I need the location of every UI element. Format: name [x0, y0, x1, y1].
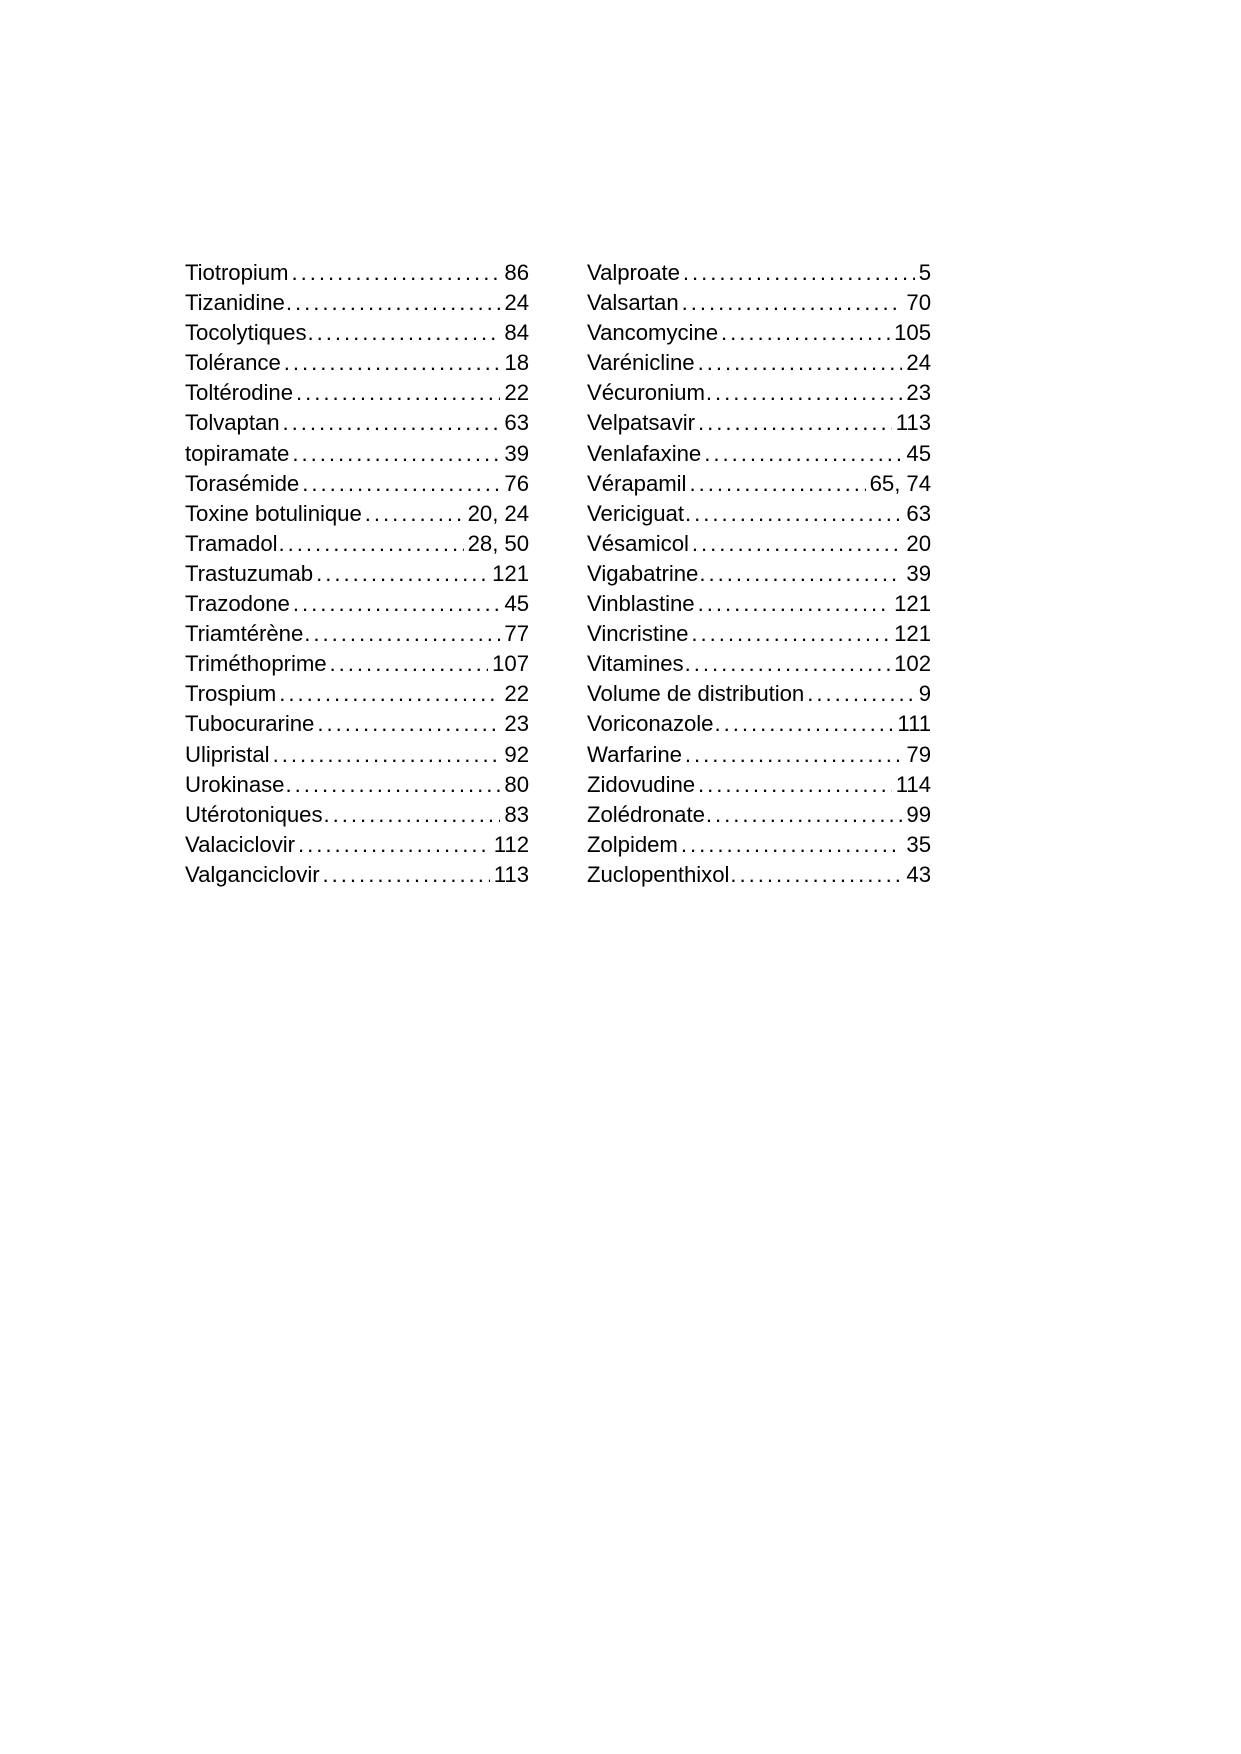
index-entry-label: Vericiguat [587, 500, 684, 526]
index-entry-leader-dots [706, 378, 903, 408]
index-entry-label: Valsartan [587, 290, 679, 316]
index-entry-page-number: 20 [906, 530, 931, 556]
index-entry-page-number: 20, 24 [467, 500, 529, 526]
index-entry-page-number: 63 [906, 500, 931, 526]
index-entry-label: Vésamicol [587, 530, 689, 556]
index-entry-page-number: 79 [906, 741, 931, 767]
index-entry[interactable] [587, 348, 931, 378]
index-entry-leader-dots [681, 830, 903, 860]
index-entry-leader-dots [304, 619, 500, 649]
index-entry-page-number: 92 [504, 741, 529, 767]
index-entry[interactable] [185, 770, 529, 800]
index-entry-leader-dots [692, 529, 903, 559]
index-entry-label: Warfarine [587, 741, 682, 767]
index-entry-leader-dots [698, 589, 891, 619]
index-entry-label: Vigabatrine [587, 560, 699, 586]
index-entry-label: Vancomycine [587, 320, 718, 346]
index-entry-page-number: 63 [504, 410, 529, 436]
index-entry-label: Trospium [185, 681, 277, 707]
index-entry[interactable] [185, 740, 529, 770]
index-entry-page-number: 80 [504, 771, 529, 797]
index-right-column [587, 258, 931, 890]
index-entry[interactable] [185, 378, 529, 408]
index-entry-page-number: 99 [906, 801, 931, 827]
index-entry-page-number: 113 [895, 410, 931, 436]
index-entry-leader-dots [279, 529, 464, 559]
index-entry-leader-dots [324, 800, 501, 830]
index-entry-label: Zidovudine [587, 771, 696, 797]
index-entry-page-number: 22 [504, 681, 529, 707]
index-left-column [185, 258, 529, 890]
index-entry[interactable] [185, 499, 529, 529]
index-entry-page-number: 5 [918, 260, 931, 285]
index-entry[interactable] [185, 830, 529, 860]
index-entry[interactable] [587, 589, 931, 619]
index-entry-page-number: 76 [504, 470, 529, 496]
index-entry-leader-dots [286, 288, 501, 318]
index-entry[interactable] [587, 439, 931, 469]
index-entry-leader-dots [721, 318, 890, 348]
index-entry-page-number: 39 [504, 440, 529, 466]
index-entry-page-number: 24 [906, 350, 931, 376]
index-entry-leader-dots [698, 770, 892, 800]
index-entry-label: Vérapamil [587, 470, 687, 496]
index-entry-label: Ulipristal [185, 741, 270, 767]
index-entry-leader-dots [689, 469, 865, 499]
index-entry-leader-dots [279, 679, 500, 709]
index-entry[interactable] [185, 649, 529, 679]
index-entry-label: Venlafaxine [587, 440, 702, 466]
index-entry-label: Valproate [587, 260, 680, 285]
index-entry-page-number: 77 [504, 621, 529, 647]
index-entry-page-number: 102 [894, 651, 931, 677]
index-entry-label: Zolpidem [587, 831, 678, 857]
index-entry[interactable] [587, 499, 931, 529]
index-entry[interactable] [185, 679, 529, 709]
index-entry-leader-dots [273, 740, 501, 770]
index-entry-leader-dots [330, 649, 489, 679]
index-entry-label: Vinblastine [587, 591, 695, 617]
index-entry-leader-dots [283, 408, 501, 438]
index-entry-leader-dots [293, 589, 501, 619]
index-entry-label: Toltérodine [185, 380, 293, 406]
index-entry-label: Valganciclovir [185, 861, 320, 887]
index-entry-label: Tolvaptan [185, 410, 280, 436]
index-entry[interactable] [185, 288, 529, 318]
index-entry-leader-dots [807, 679, 914, 709]
index-entry-label: Urokinase [185, 771, 285, 797]
index-entry-label: Vincristine [587, 621, 689, 647]
index-entry-page-number: 9 [918, 681, 931, 707]
index-entry-label: Tocolytiques [185, 320, 307, 346]
index-entry-page-number: 45 [906, 440, 931, 466]
index-entry-page-number: 22 [504, 380, 529, 406]
index-entry-page-number: 113 [493, 861, 529, 887]
index-entry[interactable] [587, 288, 931, 318]
index-entry[interactable] [587, 408, 931, 438]
index-entry-leader-dots [691, 619, 890, 649]
index-entry-page-number: 107 [492, 651, 529, 677]
index-entry[interactable] [587, 830, 931, 860]
index-entry-page-number: 24 [504, 290, 529, 316]
index-entry[interactable] [587, 649, 931, 679]
index-entry-page-number: 39 [906, 560, 931, 586]
index-entry-label: Vitamines [587, 651, 684, 677]
index-entry-leader-dots [284, 348, 501, 378]
index-entry-leader-dots [704, 439, 902, 469]
index-entry-page-number: 121 [894, 591, 931, 617]
index-entry[interactable] [185, 559, 529, 589]
index-entry-leader-dots [296, 378, 500, 408]
index-entry-label: Voriconazole [587, 711, 714, 737]
index-entry-label: Tramadol [185, 530, 278, 556]
index-columns-container [185, 258, 930, 890]
index-entry[interactable] [587, 770, 931, 800]
index-entry[interactable] [587, 559, 931, 589]
index-entry-page-number: 65, 74 [869, 470, 931, 496]
index-entry-leader-dots [302, 469, 500, 499]
index-entry-leader-dots [683, 258, 915, 288]
index-entry-page-number: 45 [504, 591, 529, 617]
index-entry-label: Zuclopenthixol [587, 861, 730, 887]
index-entry[interactable] [587, 619, 931, 649]
index-entry-label: Tubocurarine [185, 711, 315, 737]
index-entry-label: Tizanidine [185, 290, 285, 316]
index-entry-leader-dots [317, 709, 500, 739]
index-entry-label: Tolérance [185, 350, 281, 376]
index-entry[interactable] [185, 439, 529, 469]
index-entry[interactable] [185, 800, 529, 830]
index-entry-leader-dots [316, 559, 488, 589]
index-entry-label: Vécuronium [587, 380, 705, 406]
index-entry-leader-dots [698, 348, 903, 378]
index-entry-label: Velpatsavir [587, 410, 695, 436]
index-entry-label: Zolédronate [587, 801, 705, 827]
index-entry[interactable] [587, 258, 931, 288]
index-entry-page-number: 70 [906, 290, 931, 316]
index-entry-leader-dots [706, 800, 903, 830]
index-entry-leader-dots [298, 830, 490, 860]
index-entry-page-number: 105 [894, 320, 931, 346]
index-entry[interactable] [185, 318, 529, 348]
index-entry-label: Trazodone [185, 591, 290, 617]
index-entry-label: Varénicline [587, 350, 695, 376]
index-entry-label: Valaciclovir [185, 831, 295, 857]
index-entry[interactable] [587, 469, 931, 499]
index-entry-page-number: 121 [492, 560, 529, 586]
index-entry-label: Triméthoprime [185, 651, 327, 677]
index-entry[interactable] [185, 529, 529, 559]
index-entry[interactable] [185, 619, 529, 649]
index-entry-leader-dots [685, 649, 891, 679]
index-entry-page-number: 43 [906, 861, 931, 887]
index-entry-label: Utérotoniques [185, 801, 323, 827]
index-entry[interactable] [185, 348, 529, 378]
index-entry-label: Torasémide [185, 470, 300, 496]
index-entry-page-number: 86 [504, 260, 529, 285]
index-entry-page-number: 35 [906, 831, 931, 857]
index-entry[interactable] [587, 709, 931, 739]
index-entry-leader-dots [685, 740, 903, 770]
index-entry[interactable] [185, 469, 529, 499]
index-entry-page-number: 111 [897, 711, 931, 737]
index-entry-page-number: 23 [504, 711, 529, 737]
index-entry-leader-dots [308, 318, 501, 348]
index-entry-label: topiramate [185, 440, 290, 466]
index-entry-leader-dots [730, 860, 902, 890]
index-entry[interactable] [185, 709, 529, 739]
index-entry[interactable] [587, 740, 931, 770]
index-entry-label: Tiotropium [185, 260, 289, 285]
index-entry-page-number: 114 [895, 771, 931, 797]
index-entry[interactable] [185, 589, 529, 619]
index-entry-page-number: 28, 50 [467, 530, 529, 556]
index-entry-page-number: 84 [504, 320, 529, 346]
index-entry[interactable] [587, 529, 931, 559]
index-entry-leader-dots [685, 499, 902, 529]
index-entry[interactable] [587, 800, 931, 830]
index-entry-page-number: 121 [894, 621, 931, 647]
index-entry[interactable] [587, 318, 931, 348]
index-entry-leader-dots [714, 709, 893, 739]
index-entry[interactable] [185, 860, 529, 890]
index-entry-leader-dots [699, 559, 902, 589]
index-entry[interactable] [587, 860, 931, 890]
index-entry-page-number: 83 [504, 801, 529, 827]
index-entry[interactable] [587, 378, 931, 408]
index-entry-label: Trastuzumab [185, 560, 314, 586]
index-entry-leader-dots [285, 770, 500, 800]
index-entry-label: Triamtérène [185, 621, 304, 647]
index-entry-page-number: 23 [906, 380, 931, 406]
index-entry-leader-dots [323, 860, 490, 890]
index-entry-leader-dots [365, 499, 464, 529]
index-entry[interactable] [587, 679, 931, 709]
index-entry-leader-dots [292, 439, 500, 469]
index-entry-page-number: 112 [493, 831, 529, 857]
index-entry-label: Volume de distribution [587, 681, 805, 707]
index-entry-leader-dots [682, 288, 903, 318]
index-entry-label: Toxine botulinique [185, 500, 362, 526]
index-entry[interactable] [185, 408, 529, 438]
index-entry-page-number: 18 [504, 350, 529, 376]
index-entry-leader-dots [698, 408, 892, 438]
index-entry[interactable] [185, 258, 529, 288]
index-entry-leader-dots [291, 258, 500, 288]
